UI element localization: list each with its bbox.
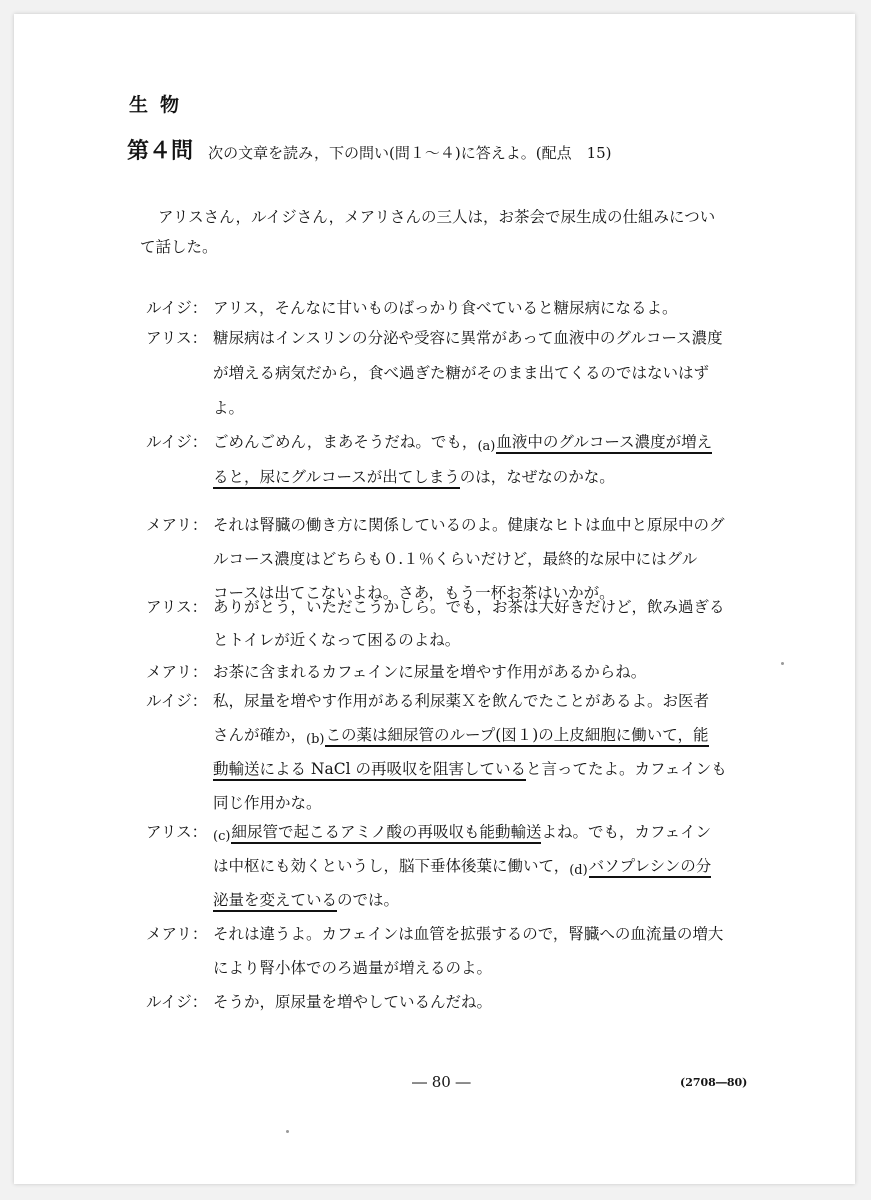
dialogue-text: 同じ作用かな。 bbox=[213, 794, 322, 812]
dialogue-text: アリス，そんなに甘いものばっかり食べていると糖尿病になるよ。 bbox=[213, 299, 678, 317]
question-number: 第４問 bbox=[127, 139, 194, 164]
dialogue-text: よ。 bbox=[213, 399, 245, 417]
dialogue-text: ごめんごめん，まあそうだね。でも， bbox=[213, 433, 478, 451]
dialogue-line bbox=[213, 689, 709, 711]
dialogue-line bbox=[213, 757, 727, 779]
speaker-label: ルイジ： bbox=[146, 433, 208, 451]
underline-marker: (d) bbox=[569, 863, 588, 878]
speaker-label: アリス： bbox=[146, 823, 208, 841]
dialogue-text: さんが確か， bbox=[213, 726, 307, 744]
question-header bbox=[127, 134, 612, 165]
dialogue-text: と言ってたよ。カフェインも bbox=[525, 760, 727, 778]
dialogue-line bbox=[213, 465, 615, 487]
dialogue-line bbox=[213, 723, 709, 747]
dialogue-line bbox=[213, 990, 492, 1012]
dialogue-line bbox=[213, 361, 709, 383]
subject-title: 生物 bbox=[129, 94, 192, 116]
speaker-label: ルイジ： bbox=[146, 299, 208, 317]
dialogue-line bbox=[213, 820, 711, 844]
underline-marker: (b) bbox=[306, 732, 325, 747]
underlined-text: この薬は細尿管のループ(図１)の上皮細胞に働いて，能 bbox=[325, 726, 708, 747]
underlined-text: 動輸送による NaCl の再吸収を阻害している bbox=[213, 760, 526, 781]
dialogue-text: のでは。 bbox=[337, 891, 400, 909]
dialogue-line bbox=[213, 326, 723, 348]
dialogue-line bbox=[213, 922, 723, 944]
dialogue-line bbox=[213, 854, 711, 878]
scan-speck bbox=[286, 1130, 289, 1133]
dialogue-text: ルコース濃度はどちらも０.１％くらいだけど，最終的な尿中にはグル bbox=[213, 550, 698, 568]
dialogue-line bbox=[213, 396, 244, 418]
dialogue-text: お茶に含まれるカフェインに尿量を増やす作用があるからね。 bbox=[213, 663, 647, 681]
dialogue-text: は中枢にも効くというし，脳下垂体後葉に働いて， bbox=[213, 857, 570, 875]
dialogue-line bbox=[213, 660, 646, 682]
page-number: ― 80 ― bbox=[412, 1073, 471, 1091]
dialogue-line bbox=[213, 430, 712, 454]
dialogue-line bbox=[213, 628, 460, 650]
scan-speck bbox=[781, 662, 784, 665]
dialogue-line bbox=[213, 791, 322, 813]
speaker-label: メアリ： bbox=[146, 516, 208, 534]
speaker-label: ルイジ： bbox=[146, 993, 208, 1011]
intro-line-1: アリスさん，ルイジさん，メアリさんの三人は，お茶会で尿生成の仕組みについ bbox=[158, 208, 716, 226]
dialogue-text: そうか，原尿量を増やしているんだね。 bbox=[213, 993, 493, 1011]
dialogue-text: ありがとう，いただこうかしら。でも，お茶は大好きだけど，飲み過ぎる bbox=[213, 598, 725, 616]
question-instruction: 次の文章を読み，下の問い(問１～４)に答えよ。(配点 15) bbox=[208, 144, 612, 162]
dialogue-text: のは，なぜなのかな。 bbox=[459, 468, 615, 486]
underlined-text: 血液中のグルコース濃度が増え bbox=[496, 433, 712, 454]
speaker-label: ルイジ： bbox=[146, 692, 208, 710]
intro-line-2: て話した。 bbox=[140, 238, 218, 256]
speaker-label: メアリ： bbox=[146, 925, 208, 943]
underlined-text: 泌量を変えている bbox=[213, 891, 337, 912]
speaker-label: メアリ： bbox=[146, 663, 208, 681]
dialogue-line bbox=[213, 888, 399, 910]
speaker-label: アリス： bbox=[146, 329, 208, 347]
dialogue-text: が増える病気だから，食べ過ぎた糖がそのまま出てくるのではないはず bbox=[213, 364, 710, 382]
underline-marker: (c) bbox=[213, 829, 231, 844]
underlined-text: バソプレシンの分 bbox=[589, 857, 712, 878]
page-code: (2708―80) bbox=[680, 1076, 748, 1089]
speaker-label: アリス： bbox=[146, 598, 208, 616]
dialogue-line bbox=[213, 547, 697, 569]
dialogue-text: それは腎臓の働き方に関係しているのよ。健康なヒトは血中と原尿中のグ bbox=[213, 516, 725, 534]
dialogue-text: とトイレが近くなって困るのよね。 bbox=[213, 631, 461, 649]
dialogue-text: 私，尿量を増やす作用がある利尿薬Ｘを飲んでたことがあるよ。お医者 bbox=[213, 692, 710, 710]
dialogue-text: よね。でも，カフェイン bbox=[541, 823, 712, 841]
dialogue-text: により腎小体でのろ過量が増えるのよ。 bbox=[213, 959, 493, 977]
underlined-text: ると，尿にグルコースが出てしまう bbox=[213, 468, 460, 489]
underlined-text: 細尿管で起こるアミノ酸の再吸収も能動輸送 bbox=[231, 823, 541, 844]
dialogue-line bbox=[213, 513, 725, 535]
dialogue-line bbox=[213, 595, 725, 617]
underline-marker: (a) bbox=[477, 439, 496, 454]
dialogue-line bbox=[213, 296, 678, 318]
dialogue-text: それは違うよ。カフェインは血管を拡張するので，腎臓への血流量の増大 bbox=[213, 925, 724, 943]
dialogue-line bbox=[213, 956, 492, 978]
dialogue-text: 糖尿病はインスリンの分泌や受容に異常があって血液中のグルコース濃度 bbox=[213, 329, 723, 347]
dialogue-text: コースは出てこないよね。さあ，もう一杯お茶はいかが。 bbox=[213, 584, 615, 602]
